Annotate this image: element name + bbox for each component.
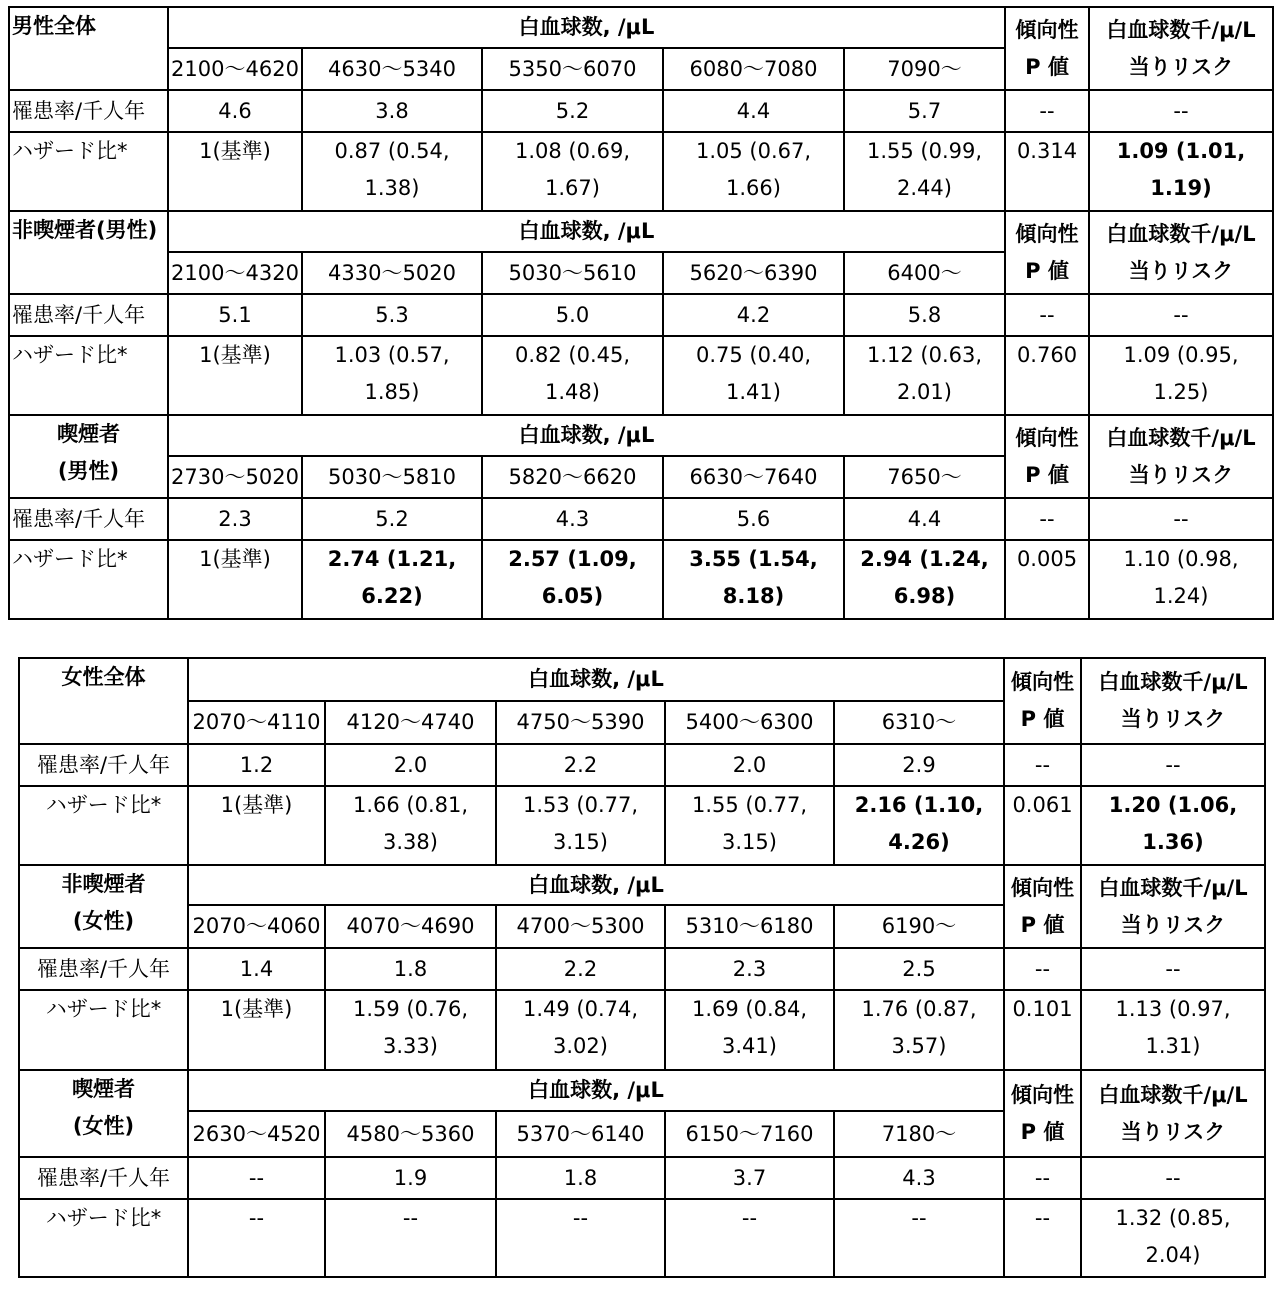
- incidence-cell: --: [1005, 294, 1089, 336]
- hazard-cell: 1(基準): [168, 336, 302, 415]
- incidence-label: 罹患率/千人年: [9, 498, 168, 540]
- trend-p-header: 傾向性 P 値: [1005, 7, 1089, 90]
- incidence-label: 罹患率/千人年: [19, 948, 188, 990]
- incidence-cell: 2.0: [325, 744, 496, 786]
- group-title: 喫煙者 (女性): [19, 1070, 188, 1157]
- incidence-cell: --: [1004, 948, 1081, 990]
- risk-per-thousand-header: 白血球数千/μ/L 当りリスク: [1089, 415, 1273, 498]
- hazard-cell: 1.03 (0.57, 1.85): [302, 336, 482, 415]
- hazard-label: ハザード比*: [19, 990, 188, 1070]
- incidence-cell: 5.7: [844, 90, 1005, 132]
- hazard-cell: 0.75 (0.40, 1.41): [663, 336, 844, 415]
- incidence-cell: 5.6: [663, 498, 844, 540]
- incidence-label: 罹患率/千人年: [19, 1157, 188, 1199]
- incidence-cell: 2.5: [834, 948, 1004, 990]
- incidence-label: 罹患率/千人年: [9, 90, 168, 132]
- hazard-cell: 0.760: [1005, 336, 1089, 415]
- hazard-cell: 1.05 (0.67, 1.66): [663, 132, 844, 211]
- incidence-cell: 1.2: [188, 744, 325, 786]
- hazard-cell: 2.94 (1.24, 6.98): [844, 540, 1005, 619]
- hazard-cell: 0.101: [1004, 990, 1081, 1070]
- incidence-cell: 5.1: [168, 294, 302, 336]
- range-cell: 5310〜6180: [665, 905, 834, 948]
- hazard-cell: --: [325, 1199, 496, 1277]
- hazard-cell: 1(基準): [168, 540, 302, 619]
- hazard-cell: 1.32 (0.85, 2.04): [1081, 1199, 1265, 1277]
- hazard-label: ハザード比*: [9, 132, 168, 211]
- wbc-header: 白血球数, /μL: [168, 7, 1005, 48]
- range-cell: 2070〜4110: [188, 701, 325, 744]
- hazard-label: ハザード比*: [9, 336, 168, 415]
- range-cell: 5400〜6300: [665, 701, 834, 744]
- hazard-cell: 0.061: [1004, 786, 1081, 865]
- hazard-cell: 1.13 (0.97, 1.31): [1081, 990, 1265, 1070]
- range-cell: 5620〜6390: [663, 252, 844, 294]
- trend-p-header: 傾向性 P 値: [1005, 415, 1089, 498]
- range-cell: 6400〜: [844, 252, 1005, 294]
- range-cell: 6630〜7640: [663, 456, 844, 498]
- range-cell: 7090〜: [844, 48, 1005, 90]
- hazard-cell: --: [188, 1199, 325, 1277]
- hazard-cell: 1.20 (1.06, 1.36): [1081, 786, 1265, 865]
- hazard-cell: 1.69 (0.84, 3.41): [665, 990, 834, 1070]
- risk-per-thousand-header: 白血球数千/μ/L 当りリスク: [1081, 865, 1265, 948]
- hazard-cell: 1(基準): [168, 132, 302, 211]
- hazard-cell: 1.59 (0.76, 3.33): [325, 990, 496, 1070]
- incidence-cell: --: [188, 1157, 325, 1199]
- incidence-cell: 5.0: [482, 294, 663, 336]
- group-title: 女性全体: [19, 658, 188, 744]
- range-cell: 4120〜4740: [325, 701, 496, 744]
- hazard-cell: 2.74 (1.21, 6.22): [302, 540, 482, 619]
- incidence-cell: 3.7: [665, 1157, 834, 1199]
- trend-p-header: 傾向性 P 値: [1004, 658, 1081, 744]
- incidence-cell: 5.2: [302, 498, 482, 540]
- hazard-label: ハザード比*: [19, 786, 188, 865]
- incidence-cell: 4.2: [663, 294, 844, 336]
- range-cell: 5350〜6070: [482, 48, 663, 90]
- group-title: 非喫煙者(男性): [9, 211, 168, 294]
- hazard-cell: 1(基準): [188, 786, 325, 865]
- range-cell: 6190〜: [834, 905, 1004, 948]
- risk-per-thousand-header: 白血球数千/μ/L 当りリスク: [1089, 211, 1273, 294]
- hazard-label: ハザード比*: [9, 540, 168, 619]
- hazard-cell: 1.12 (0.63, 2.01): [844, 336, 1005, 415]
- incidence-cell: 4.3: [834, 1157, 1004, 1199]
- range-cell: 4700〜5300: [496, 905, 665, 948]
- hazard-cell: 0.005: [1005, 540, 1089, 619]
- incidence-cell: 5.8: [844, 294, 1005, 336]
- trend-p-header: 傾向性 P 値: [1004, 1070, 1081, 1157]
- hazard-cell: --: [496, 1199, 665, 1277]
- hazard-cell: 1.10 (0.98, 1.24): [1089, 540, 1273, 619]
- range-cell: 5370〜6140: [496, 1111, 665, 1157]
- incidence-cell: --: [1089, 498, 1273, 540]
- hazard-cell: 1.55 (0.99, 2.44): [844, 132, 1005, 211]
- range-cell: 4750〜5390: [496, 701, 665, 744]
- hazard-cell: 1(基準): [188, 990, 325, 1070]
- incidence-cell: 5.3: [302, 294, 482, 336]
- range-cell: 6310〜: [834, 701, 1004, 744]
- risk-per-thousand-header: 白血球数千/μ/L 当りリスク: [1089, 7, 1273, 90]
- range-cell: 7650〜: [844, 456, 1005, 498]
- incidence-cell: --: [1004, 744, 1081, 786]
- wbc-header: 白血球数, /μL: [188, 1070, 1004, 1111]
- range-cell: 7180〜: [834, 1111, 1004, 1157]
- wbc-header: 白血球数, /μL: [168, 415, 1005, 456]
- range-cell: 4070〜4690: [325, 905, 496, 948]
- hazard-cell: 0.314: [1005, 132, 1089, 211]
- incidence-cell: 4.4: [663, 90, 844, 132]
- hazard-label: ハザード比*: [19, 1199, 188, 1277]
- risk-per-thousand-header: 白血球数千/μ/L 当りリスク: [1081, 658, 1265, 744]
- incidence-cell: --: [1005, 90, 1089, 132]
- incidence-cell: --: [1081, 1157, 1265, 1199]
- incidence-cell: --: [1089, 294, 1273, 336]
- range-cell: 6150〜7160: [665, 1111, 834, 1157]
- range-cell: 4580〜5360: [325, 1111, 496, 1157]
- men-wbc-table: [8, 6, 1274, 620]
- hazard-cell: 1.08 (0.69, 1.67): [482, 132, 663, 211]
- incidence-cell: --: [1089, 90, 1273, 132]
- hazard-cell: 2.57 (1.09, 6.05): [482, 540, 663, 619]
- trend-p-header: 傾向性 P 値: [1004, 865, 1081, 948]
- hazard-cell: 0.87 (0.54, 1.38): [302, 132, 482, 211]
- hazard-cell: --: [665, 1199, 834, 1277]
- incidence-cell: 5.2: [482, 90, 663, 132]
- incidence-cell: 2.2: [496, 744, 665, 786]
- hazard-cell: 1.66 (0.81, 3.38): [325, 786, 496, 865]
- hazard-cell: 1.76 (0.87, 3.57): [834, 990, 1004, 1070]
- range-cell: 4330〜5020: [302, 252, 482, 294]
- incidence-cell: --: [1081, 744, 1265, 786]
- hazard-cell: --: [834, 1199, 1004, 1277]
- range-cell: 2100〜4620: [168, 48, 302, 90]
- incidence-label: 罹患率/千人年: [9, 294, 168, 336]
- incidence-cell: --: [1004, 1157, 1081, 1199]
- hazard-cell: 1.53 (0.77, 3.15): [496, 786, 665, 865]
- group-title: 非喫煙者 (女性): [19, 865, 188, 948]
- women-wbc-table: [18, 657, 1266, 1278]
- incidence-cell: 2.2: [496, 948, 665, 990]
- range-cell: 5030〜5610: [482, 252, 663, 294]
- incidence-cell: 4.6: [168, 90, 302, 132]
- hazard-cell: 1.55 (0.77, 3.15): [665, 786, 834, 865]
- hazard-cell: 3.55 (1.54, 8.18): [663, 540, 844, 619]
- incidence-cell: 2.3: [168, 498, 302, 540]
- range-cell: 2630〜4520: [188, 1111, 325, 1157]
- range-cell: 2070〜4060: [188, 905, 325, 948]
- hazard-cell: 1.09 (0.95, 1.25): [1089, 336, 1273, 415]
- risk-per-thousand-header: 白血球数千/μ/L 当りリスク: [1081, 1070, 1265, 1157]
- incidence-label: 罹患率/千人年: [19, 744, 188, 786]
- hazard-cell: 1.09 (1.01, 1.19): [1089, 132, 1273, 211]
- wbc-header: 白血球数, /μL: [168, 211, 1005, 252]
- range-cell: 6080〜7080: [663, 48, 844, 90]
- hazard-cell: --: [1004, 1199, 1081, 1277]
- incidence-cell: 2.0: [665, 744, 834, 786]
- hazard-cell: 2.16 (1.10, 4.26): [834, 786, 1004, 865]
- range-cell: 2730〜5020: [168, 456, 302, 498]
- range-cell: 4630〜5340: [302, 48, 482, 90]
- incidence-cell: 1.8: [496, 1157, 665, 1199]
- incidence-cell: --: [1081, 948, 1265, 990]
- incidence-cell: 2.9: [834, 744, 1004, 786]
- group-title: 男性全体: [9, 7, 168, 90]
- group-title: 喫煙者 (男性): [9, 415, 168, 498]
- range-cell: 5030〜5810: [302, 456, 482, 498]
- range-cell: 5820〜6620: [482, 456, 663, 498]
- incidence-cell: 1.9: [325, 1157, 496, 1199]
- range-cell: 2100〜4320: [168, 252, 302, 294]
- incidence-cell: 3.8: [302, 90, 482, 132]
- hazard-cell: 0.82 (0.45, 1.48): [482, 336, 663, 415]
- hazard-cell: 1.49 (0.74, 3.02): [496, 990, 665, 1070]
- incidence-cell: 4.4: [844, 498, 1005, 540]
- wbc-header: 白血球数, /μL: [188, 658, 1004, 701]
- incidence-cell: --: [1005, 498, 1089, 540]
- incidence-cell: 2.3: [665, 948, 834, 990]
- incidence-cell: 4.3: [482, 498, 663, 540]
- incidence-cell: 1.4: [188, 948, 325, 990]
- wbc-header: 白血球数, /μL: [188, 865, 1004, 905]
- trend-p-header: 傾向性 P 値: [1005, 211, 1089, 294]
- incidence-cell: 1.8: [325, 948, 496, 990]
